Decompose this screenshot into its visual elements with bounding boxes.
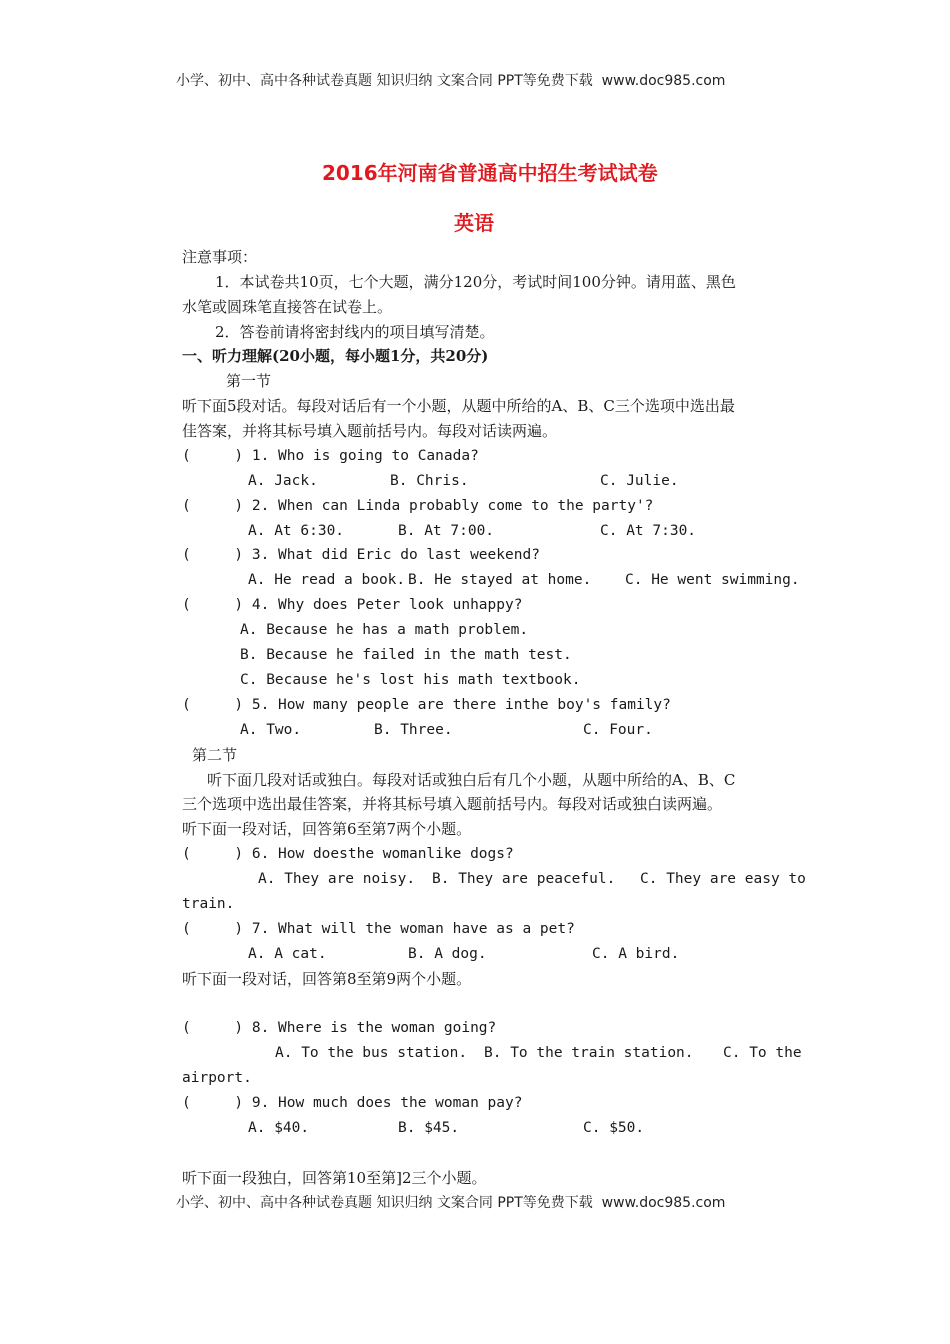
- q8-option-a: A. To the bus station.: [275, 1045, 468, 1061]
- part1-instructions: 听下面5段对话。每段对话后有一个小题，从题中所给的A、B、C三个选项中选出最: [182, 397, 735, 415]
- note-1: 1．本试卷共10页，七个大题，满分120分，考试时间100分钟。请用蓝、黑色: [215, 273, 736, 291]
- question-2: ( ) 2. When can Linda probably come to the party'?: [182, 498, 654, 514]
- part2-label: 第二节: [192, 746, 238, 764]
- question-7: ( ) 7. What will the woman have as a pet?: [182, 921, 575, 937]
- part2-instructions-cont: 三个选项中选出最佳答案，并将其标号填入题前括号内。每段对话或独白读两遍。: [182, 795, 723, 813]
- q2-option-a: A. At 6:30.: [248, 523, 345, 539]
- q1-option-c: C. Julie.: [600, 473, 679, 489]
- question-1: ( ) 1. Who is going to Canada?: [182, 448, 479, 464]
- subject-title: 英语: [454, 211, 494, 235]
- intro-q10-q12: 听下面一段独白，回答第10至第]2三个小题。: [182, 1169, 487, 1187]
- q2-option-b: B. At 7:00.: [398, 523, 495, 539]
- q4-option-b: B. Because he failed in the math test.: [240, 647, 572, 663]
- q4-option-c: C. Because he's lost his math textbook.: [240, 672, 581, 688]
- q1-option-b: B. Chris.: [390, 473, 469, 489]
- q2-option-c: C. At 7:30.: [600, 523, 697, 539]
- q9-option-b: B. $45.: [398, 1120, 460, 1136]
- q3-option-c: C. He went swimming.: [625, 572, 800, 588]
- q8-option-c-cont: airport.: [182, 1070, 252, 1086]
- q7-option-b: B. A dog.: [408, 946, 487, 962]
- q6-option-b: B. They are peaceful.: [432, 871, 616, 887]
- q9-option-a: A. $40.: [248, 1120, 310, 1136]
- q6-option-c: C. They are easy to: [640, 871, 806, 887]
- question-4: ( ) 4. Why does Peter look unhappy?: [182, 597, 523, 613]
- question-8: ( ) 8. Where is the woman going?: [182, 1020, 497, 1036]
- note-1-cont: 水笔或圆珠笔直接答在试卷上。: [182, 298, 393, 316]
- q7-option-a: A. A cat.: [248, 946, 327, 962]
- q6-option-a: A. They are noisy.: [258, 871, 416, 887]
- q5-option-a: A. Two.: [240, 722, 302, 738]
- part2-instructions: 听下面几段对话或独白。每段对话或独白后有几个小题，从题中所给的A、B、C: [207, 771, 736, 789]
- q7-option-c: C. A bird.: [592, 946, 680, 962]
- intro-q8-q9: 听下面一段对话，回答第8至第9两个小题。: [182, 970, 472, 988]
- page-footer: 小学、初中、高中各种试卷真题 知识归纳 文案合同 PPT等免费下载 www.doc985.com: [176, 1195, 726, 1211]
- question-3: ( ) 3. What did Eric do last weekend?: [182, 547, 540, 563]
- q6-option-c-cont: train.: [182, 896, 235, 912]
- question-5: ( ) 5. How many people are there inthe boy's family?: [182, 697, 671, 713]
- notes-heading: 注意事项：: [182, 248, 258, 266]
- note-2: 2．答卷前请将密封线内的项目填写清楚。: [215, 323, 495, 341]
- part1-instructions-cont: 佳答案，并将其标号填入题前括号内。每段对话读两遍。: [182, 422, 558, 440]
- part1-label: 第一节: [226, 372, 272, 390]
- exam-title: 2016年河南省普通高中招生考试试卷: [322, 161, 658, 185]
- q5-option-b: B. Three.: [374, 722, 453, 738]
- q1-option-a: A. Jack.: [248, 473, 318, 489]
- q8-option-c: C. To the: [723, 1045, 802, 1061]
- q9-option-c: C. $50.: [583, 1120, 645, 1136]
- question-9: ( ) 9. How much does the woman pay?: [182, 1095, 523, 1111]
- intro-q6-q7: 听下面一段对话，回答第6至第7两个小题。: [182, 820, 472, 838]
- q5-option-c: C. Four.: [583, 722, 653, 738]
- q3-option-b: B. He stayed at home.: [408, 572, 592, 588]
- q4-option-a: A. Because he has a math problem.: [240, 622, 529, 638]
- q8-option-b: B. To the train station.: [484, 1045, 694, 1061]
- question-6: ( ) 6. How doesthe womanlike dogs?: [182, 846, 514, 862]
- section-heading: 一、听力理解(20小题，每小题1分，共20分): [182, 347, 489, 365]
- page-header: 小学、初中、高中各种试卷真题 知识归纳 文案合同 PPT等免费下载 www.doc985.com: [176, 73, 726, 89]
- q3-option-a: A. He read a book.: [248, 572, 406, 588]
